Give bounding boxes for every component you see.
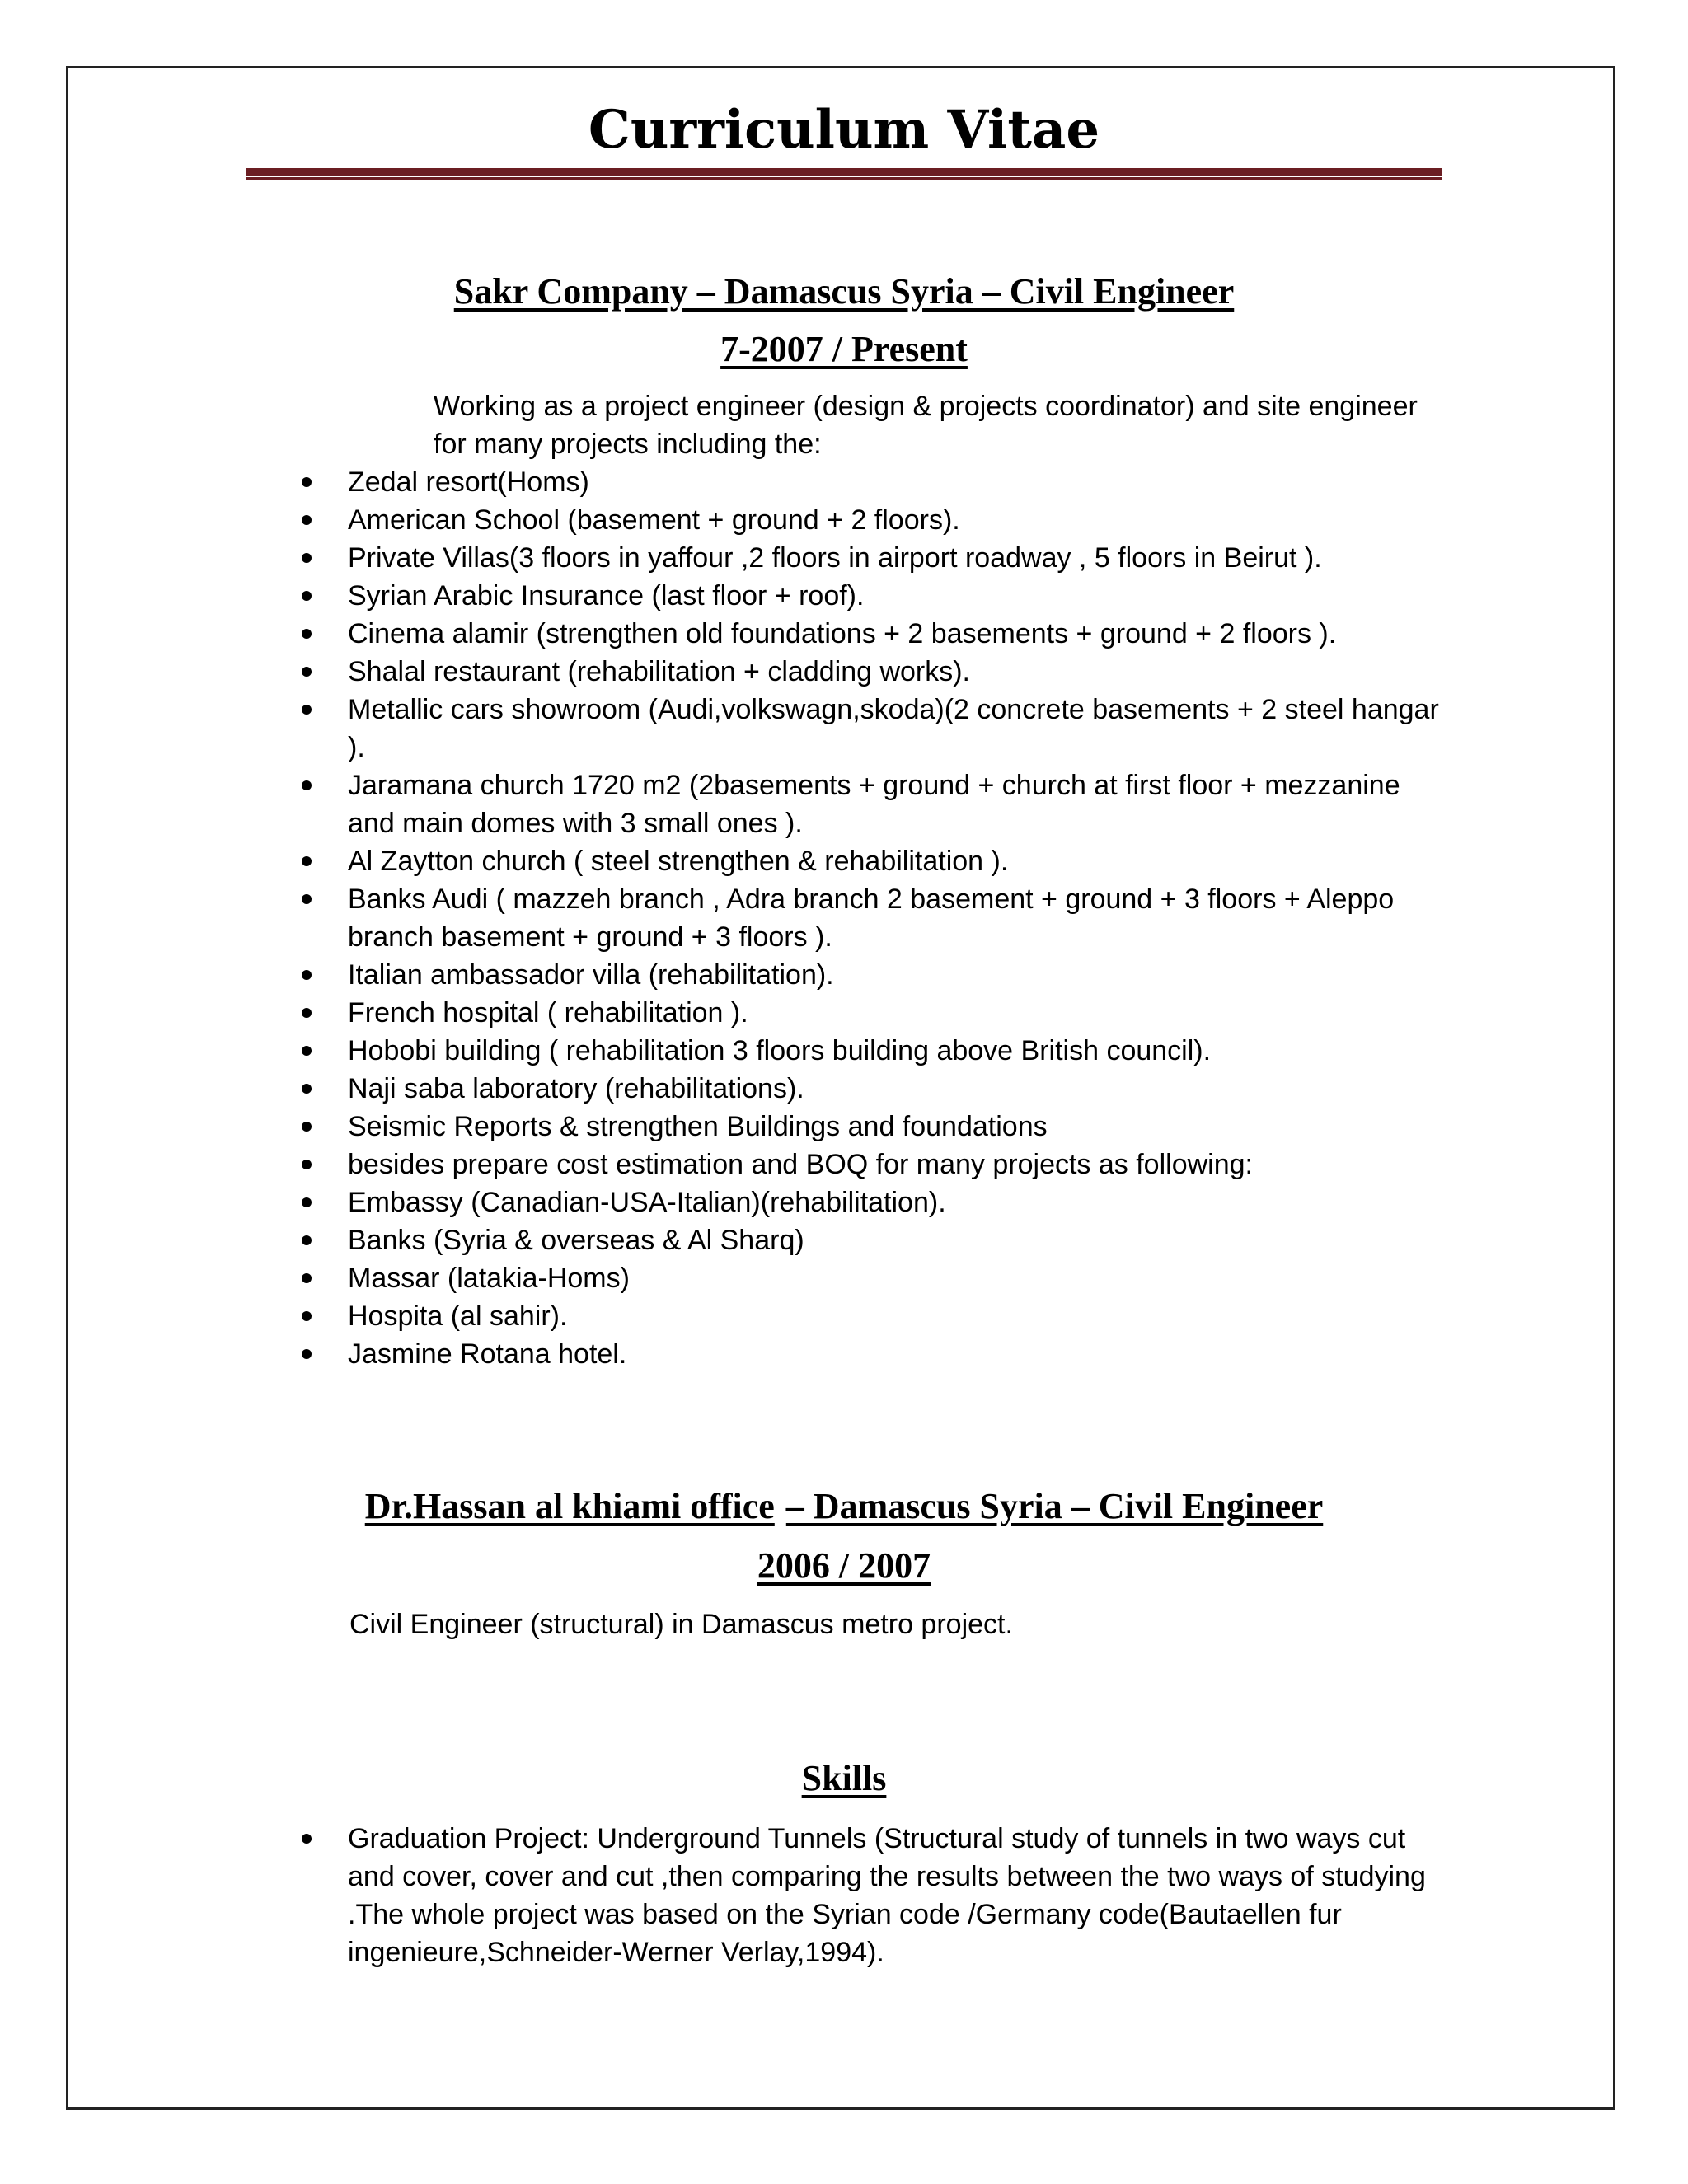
job2-heading-location: – Damascus Syria – Civil Engineer <box>785 1486 1324 1526</box>
job1-heading: Sakr Company – Damascus Syria – Civil Engineer <box>453 271 1235 312</box>
title-divider <box>246 168 1442 180</box>
list-item: French hospital ( rehabilitation ). <box>348 994 1444 1032</box>
list-item: Seismic Reports & strengthen Buildings and foundations <box>348 1108 1444 1146</box>
title-divider-thick <box>246 168 1442 176</box>
job1-intro: Working as a project engineer (design & projects coordinator) and site engineer for many projects including the: <box>434 391 1418 460</box>
list-item: Naji saba laboratory (rehabilitations). <box>348 1070 1444 1108</box>
list-item: American School (basement + ground + 2 floors). <box>348 501 1444 539</box>
job1-project-list <box>348 463 1444 1373</box>
list-item: Zedal resort(Homs) <box>348 463 1444 501</box>
list-item: besides prepare cost estimation and BOQ for many projects as following: <box>348 1146 1444 1183</box>
list-item: Cinema alamir (strengthen old foundations + 2 basements + ground + 2 floors ). <box>348 615 1444 653</box>
list-item: Massar (latakia-Homs) <box>348 1259 1444 1297</box>
job2-description: Civil Engineer (structural) in Damascus metro project. <box>349 1609 1013 1640</box>
title-divider-thin <box>246 177 1442 180</box>
list-item: Hospita (al sahir). <box>348 1297 1444 1335</box>
job2-heading <box>0 1483 1688 1530</box>
job1-period: 7-2007 / Present <box>720 329 968 369</box>
list-item: Metallic cars showroom (Audi,volkswagn,skoda)(2 concrete basements + 2 steel hangar ). <box>348 691 1444 766</box>
list-item: Jaramana church 1720 m2 (2basements + ground + church at first floor + mezzanine and main domes with 3 small ones ). <box>348 766 1444 842</box>
list-item: Shalal restaurant (rehabilitation + cladding works). <box>348 653 1444 691</box>
list-item: Graduation Project: Underground Tunnels (Structural study of tunnels in two ways cut and cover, cover and cut ,then comparing the results between the two ways of studying .The whole project was based on the Syrian code /Germany code(Bautaellen fur ingenieure,Schneider-Werner Verlay,1994). <box>348 1820 1444 1971</box>
list-item: Banks Audi ( mazzeh branch , Adra branch 2 basement + ground + 3 floors + Aleppo branch basement + ground + 3 floors ). <box>348 880 1444 956</box>
list-item: Banks (Syria & overseas & Al Sharq) <box>348 1221 1444 1259</box>
job2-heading-office: Dr.Hassan al khiami office <box>364 1486 775 1526</box>
skills-list <box>348 1820 1444 1971</box>
list-item: Italian ambassador villa (rehabilitation). <box>348 956 1444 994</box>
list-item: Al Zaytton church ( steel strengthen & rehabilitation ). <box>348 842 1444 880</box>
skills-heading: Skills <box>801 1758 887 1798</box>
list-item: Private Villas(3 floors in yaffour ,2 floors in airport roadway , 5 floors in Beirut ). <box>348 539 1444 577</box>
job2-period: 2006 / 2007 <box>757 1545 931 1586</box>
list-item: Embassy (Canadian-USA-Italian)(rehabilitation). <box>348 1183 1444 1221</box>
list-item: Syrian Arabic Insurance (last floor + roof). <box>348 577 1444 615</box>
list-item: Hobobi building ( rehabilitation 3 floors building above British council). <box>348 1032 1444 1070</box>
list-item: Jasmine Rotana hotel. <box>348 1335 1444 1373</box>
document-title: Curriculum Vitae <box>588 99 1100 161</box>
